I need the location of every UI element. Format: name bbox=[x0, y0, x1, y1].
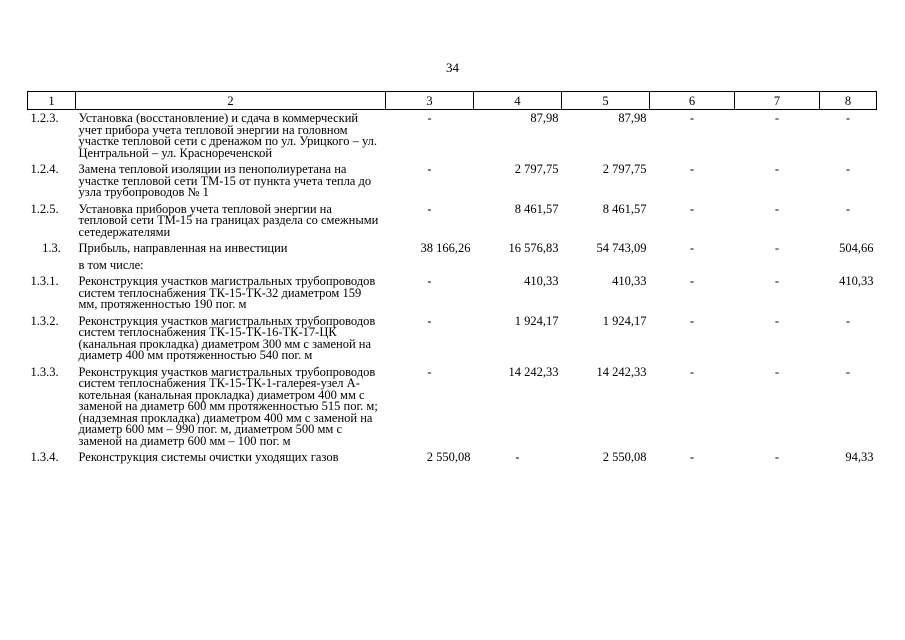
row-value-c5: 54 743,09 bbox=[596, 241, 647, 255]
row-value-c4: 16 576,83 bbox=[508, 241, 559, 255]
row-value-c8: - bbox=[845, 111, 851, 125]
row-value-c8: - bbox=[845, 162, 851, 176]
row-value-c5: 2 797,75 bbox=[602, 162, 647, 176]
row-value-c8: - bbox=[845, 313, 851, 328]
row-value-c7: - bbox=[774, 111, 780, 125]
row-value-c7: - bbox=[774, 162, 780, 176]
row-code: 1.3.1. bbox=[30, 274, 59, 288]
row-value-c8 bbox=[820, 257, 877, 274]
row-code: 1.2.4. bbox=[30, 162, 59, 176]
table-row bbox=[28, 110, 877, 162]
row-value-c4: - bbox=[515, 450, 520, 464]
row-value-c8: 94,33 bbox=[845, 450, 874, 464]
row-value-c3: - bbox=[427, 364, 432, 379]
row-value-c3 bbox=[386, 257, 474, 274]
row-description: Замена тепловой изоляции из пенополиуретана на участке тепловой сети ТМ-15 от пункта учета тепла до узла трубопроводов № 1 bbox=[78, 162, 372, 199]
row-value-c5: 8 461,57 bbox=[602, 201, 647, 216]
row-value-c7: - bbox=[774, 274, 780, 288]
row-value-c4: 410,33 bbox=[524, 274, 559, 288]
row-description: Установка приборов учета тепловой энергии на тепловой сети ТМ-15 на границах раздела со смежными сетедержателями bbox=[78, 201, 379, 239]
row-value-c8: - bbox=[845, 201, 851, 216]
row-value-c5: 2 550,08 bbox=[602, 450, 647, 464]
row-code bbox=[28, 257, 76, 274]
row-value-c7: - bbox=[774, 201, 780, 216]
row-value-c7: - bbox=[774, 313, 780, 328]
table-row bbox=[28, 449, 877, 466]
row-value-c6: - bbox=[689, 111, 695, 125]
row-value-c5: 14 242,33 bbox=[596, 364, 647, 379]
table-row bbox=[28, 257, 877, 274]
row-value-c8: - bbox=[845, 364, 851, 379]
table-row bbox=[28, 364, 877, 450]
table-row bbox=[28, 240, 877, 257]
page-number: 34 bbox=[446, 60, 459, 75]
row-value-c6: - bbox=[689, 450, 695, 464]
row-value-c5: 1 924,17 bbox=[602, 313, 647, 328]
row-value-c7: - bbox=[774, 364, 780, 379]
row-value-c4 bbox=[474, 257, 562, 274]
header-cell: 5 bbox=[562, 92, 650, 110]
table-row bbox=[28, 161, 877, 201]
row-value-c4: 2 797,75 bbox=[514, 162, 559, 176]
row-value-c7: - bbox=[774, 450, 780, 464]
row-value-c3: - bbox=[427, 201, 432, 216]
row-value-c4: 87,98 bbox=[530, 111, 559, 125]
row-value-c3: 2 550,08 bbox=[426, 450, 471, 464]
row-description: Прибыль, направленная на инвестиции bbox=[78, 241, 288, 255]
row-value-c5: 410,33 bbox=[612, 274, 647, 288]
row-code: 1.3.4. bbox=[30, 450, 59, 464]
row-description: Реконструкция участков магистральных трубопроводов систем теплоснабжения ТК-15-ТК-16-ТК-17-ЦК (канальная прокладка) диаметром 300 мм с заменой на диаметр 400 мм протяженностью 540 пог. м bbox=[78, 313, 376, 362]
row-code: 1.3. bbox=[42, 241, 61, 255]
header-cell: 3 bbox=[386, 92, 474, 110]
row-value-c3: - bbox=[427, 274, 432, 288]
row-value-c6 bbox=[650, 257, 735, 274]
header-cell: 6 bbox=[650, 92, 735, 110]
row-value-c6: - bbox=[689, 241, 695, 255]
row-value-c6: - bbox=[689, 162, 695, 176]
row-description: Реконструкция участков магистральных трубопроводов систем теплоснабжения ТК-15-ТК-1-галерея-узел А-котельная (канальная прокладка) диаметром 400 мм с заменой на диаметр 600 мм протяженностью 515 пог. м; (надземная прокладка) диаметром 400 мм с заменой на диаметр 600 мм – 990 пог. м, диаметром 500 мм с заменой на диаметр 600 мм – 100 пог. м bbox=[78, 364, 378, 448]
row-value-c8: 410,33 bbox=[839, 274, 874, 288]
row-value-c7 bbox=[735, 257, 820, 274]
row-value-c6: - bbox=[689, 201, 695, 216]
row-value-c5: 87,98 bbox=[618, 111, 647, 125]
investment-table bbox=[27, 91, 877, 466]
table-row bbox=[28, 273, 877, 313]
header-cell: 8 bbox=[820, 92, 877, 110]
row-value-c3: 38 166,26 bbox=[420, 241, 471, 255]
row-value-c6: - bbox=[689, 313, 695, 328]
header-cell: 2 bbox=[76, 92, 386, 110]
row-code: 1.3.2. bbox=[30, 313, 59, 328]
table-row bbox=[28, 313, 877, 364]
row-value-c3: - bbox=[427, 313, 432, 328]
header-cell: 7 bbox=[735, 92, 820, 110]
row-description: Реконструкция участков магистральных трубопроводов систем теплоснабжения ТК-15-ТК-32 диаметром 159 мм, протяженностью 190 пог. м bbox=[78, 274, 376, 311]
row-value-c7: - bbox=[774, 241, 780, 255]
row-value-c4: 8 461,57 bbox=[514, 201, 559, 216]
row-value-c3: - bbox=[427, 162, 432, 176]
row-description: Установка (восстановление) и сдача в коммерческий учет прибора учета тепловой энергии на головном участке тепловой сети с дренажом по ул. Урицкого – ул. Центральной – ул. Краснореченской bbox=[78, 111, 378, 160]
row-value-c3: - bbox=[427, 111, 432, 125]
row-value-c4: 1 924,17 bbox=[514, 313, 559, 328]
row-value-c4: 14 242,33 bbox=[508, 364, 559, 379]
row-description: в том числе: bbox=[78, 257, 144, 272]
row-value-c8: 504,66 bbox=[839, 241, 874, 255]
header-cell: 4 bbox=[474, 92, 562, 110]
table-row bbox=[28, 201, 877, 241]
row-value-c6: - bbox=[689, 364, 695, 379]
table-header-row bbox=[28, 92, 877, 110]
row-value-c5 bbox=[562, 257, 650, 274]
row-value-c6: - bbox=[689, 274, 695, 288]
row-code: 1.2.5. bbox=[30, 201, 59, 216]
header-cell: 1 bbox=[28, 92, 76, 110]
row-code: 1.3.3. bbox=[30, 364, 59, 379]
row-description: Реконструкция системы очистки уходящих газов bbox=[78, 450, 339, 464]
row-code: 1.2.3. bbox=[30, 111, 59, 125]
